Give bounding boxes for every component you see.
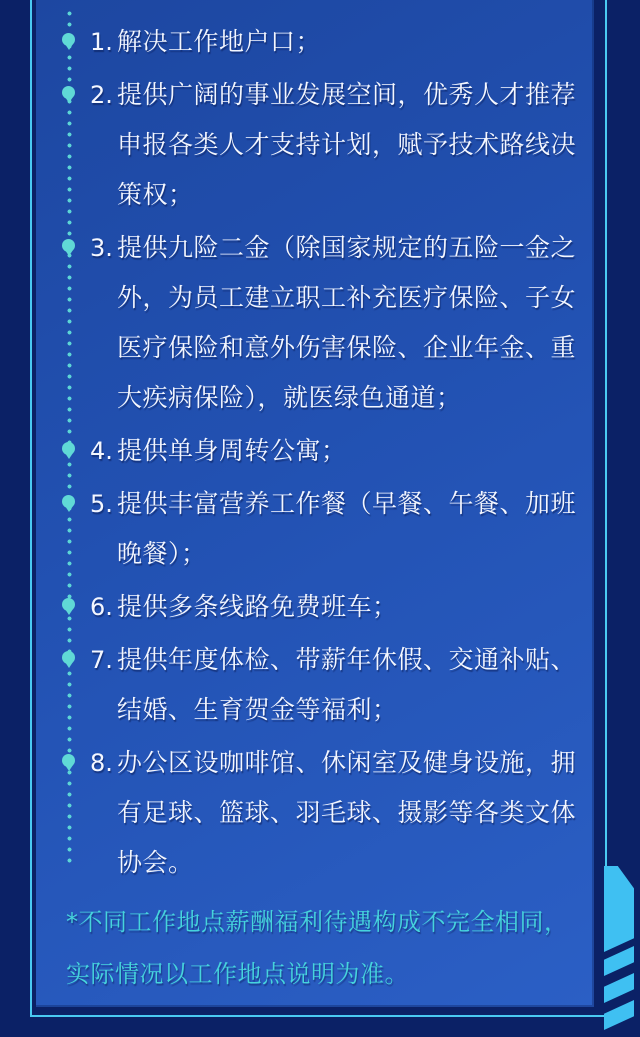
benefit-number: 4. <box>90 437 113 465</box>
benefit-item-8 <box>90 738 582 888</box>
drop-marker-icon <box>62 598 75 611</box>
benefit-text: 提供广阔的事业发展空间，优秀人才推荐 <box>117 80 577 109</box>
benefit-item-4 <box>90 426 582 476</box>
benefit-line <box>90 70 582 120</box>
benefit-line <box>90 635 582 685</box>
benefit-text: 办公区设咖啡馆、休闲室及健身设施，拥 <box>117 748 577 777</box>
benefit-number: 1. <box>90 28 113 56</box>
benefit-line: 协会。 <box>117 848 194 877</box>
benefit-line: 外，为员工建立职工补充医疗保险、子女 <box>117 283 577 312</box>
drop-marker-icon <box>62 239 75 252</box>
drop-marker-icon <box>62 754 75 767</box>
benefit-number: 5. <box>90 490 113 518</box>
benefit-text: 提供年度体检、带薪年休假、交通补贴、 <box>117 645 577 674</box>
benefit-line: 申报各类人才支持计划，赋予技术路线决 <box>117 130 577 159</box>
timeline-dotted-line <box>67 8 72 866</box>
footnote <box>66 896 586 1000</box>
benefit-item-3 <box>90 223 582 423</box>
benefit-number: 7. <box>90 646 113 674</box>
benefit-line: 策权； <box>117 180 194 209</box>
drop-marker-icon <box>62 651 75 664</box>
benefit-item-7 <box>90 635 582 735</box>
footnote-line: *不同工作地点薪酬福利待遇构成不完全相同， <box>66 908 569 936</box>
drop-marker-icon <box>62 442 75 455</box>
benefit-text: 提供单身周转公寓； <box>117 436 347 465</box>
benefit-line: 结婚、生育贺金等福利； <box>117 695 398 724</box>
benefit-line <box>90 426 582 476</box>
benefit-item-5 <box>90 479 582 579</box>
drop-marker-icon <box>62 86 75 99</box>
drop-marker-icon <box>62 495 75 508</box>
benefit-text: 提供多条线路免费班车； <box>117 592 398 621</box>
benefit-line: 有足球、篮球、羽毛球、摄影等各类文体 <box>117 798 577 827</box>
benefit-number: 8. <box>90 749 113 777</box>
benefit-item-6 <box>90 582 582 632</box>
footnote-line: 实际情况以工作地点说明为准。 <box>66 960 409 988</box>
drop-marker-icon <box>62 33 75 46</box>
benefit-item-1 <box>90 17 582 67</box>
benefit-line <box>90 582 582 632</box>
benefit-number: 6. <box>90 593 113 621</box>
content-panel <box>36 0 594 1007</box>
benefit-line: 大疾病保险），就医绿色通道； <box>117 383 462 412</box>
benefit-line: 晚餐）； <box>117 539 207 568</box>
benefit-line <box>90 479 582 529</box>
benefit-line <box>90 17 582 67</box>
benefit-line: 医疗保险和意外伤害保险、企业年金、重 <box>117 333 577 362</box>
benefit-text: 提供丰富营养工作餐（早餐、午餐、加班 <box>117 489 577 518</box>
benefit-line <box>90 738 582 788</box>
benefit-text: 提供九险二金（除国家规定的五险一金之 <box>117 233 577 262</box>
benefit-text: 解决工作地户口； <box>117 27 322 56</box>
benefit-list <box>90 17 582 891</box>
benefit-number: 3. <box>90 234 113 262</box>
benefit-number: 2. <box>90 81 113 109</box>
corner-ribbon-banner <box>604 866 634 952</box>
benefit-line <box>90 223 582 273</box>
benefit-item-2 <box>90 70 582 220</box>
